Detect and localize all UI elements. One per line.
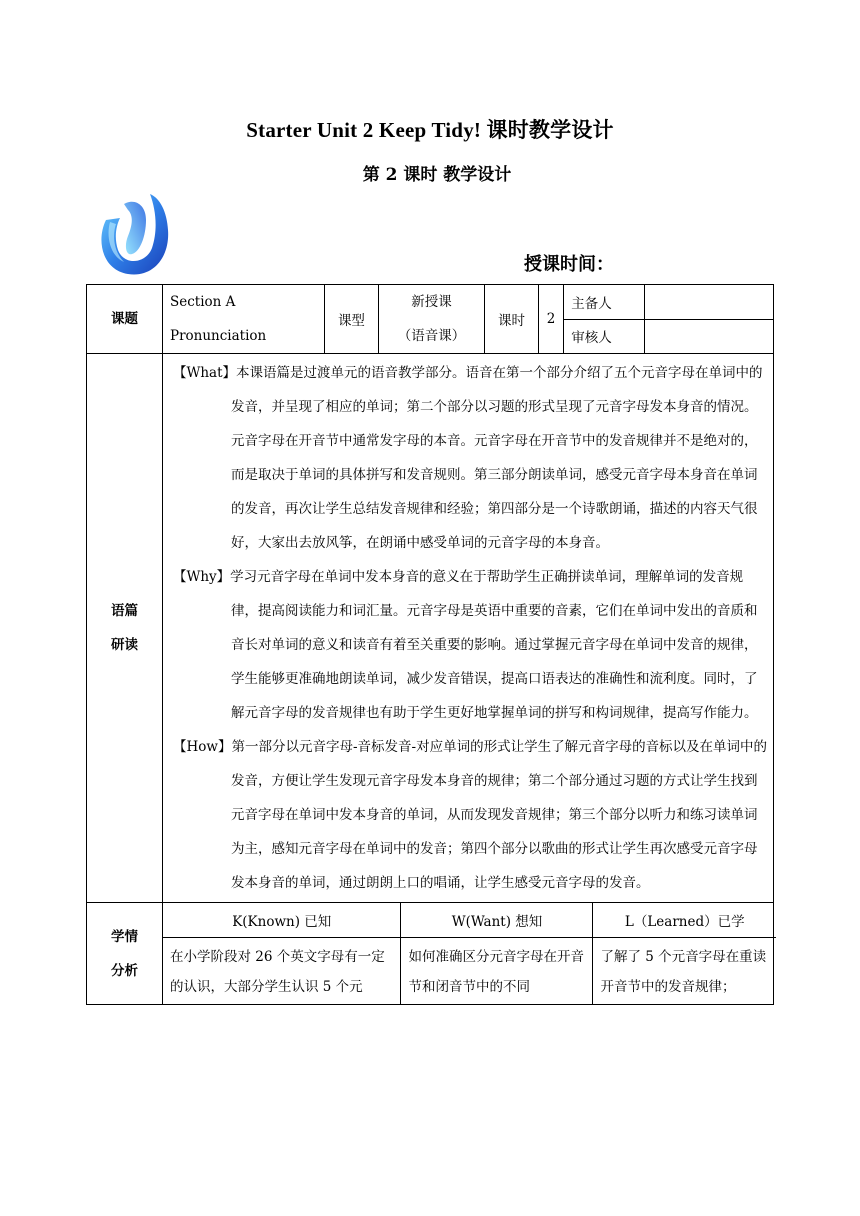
learner-analysis-label-2: 分析	[110, 962, 138, 979]
topic-label: 课题	[87, 285, 163, 354]
period-value: 2	[538, 285, 563, 354]
type-label: 课型	[325, 285, 379, 354]
why-paragraph: 【Why】学习元音字母在单词中发本身音的意义在于帮助学生正确拼读单词，理解单词的发音规律，提高阅读能力和词汇量。元音字母是英语中重要的音素，它们在单词中发出的音质和音长对单词的意义和读音有着至关重要的影响。通过掌握元音字母在单词中发音的规律，学生能够更准确地朗读单词，减少发音错误，提高口语表达的准确性和流利度。同时，了解元音字母的发音规律也有助于学生更好地掌握单词的拼写和构词规律，提高写作能力。	[172, 569, 758, 721]
reviewer-value	[645, 319, 774, 354]
what-paragraph: 【What】本课语篇是过渡单元的语音教学部分。语音在第一个部分介绍了五个元音字母在单词中的发音，并呈现了相应的单词；第二个部分以习题的形式呈现了元音字母发本身音的情况。元音字母在开音节中通常发字母的本音。元音字母在开音节中的发音规律并不是绝对的，而是取决于单词的具体拼写和发音规则。第三部分朗读单词，感受元音字母本身音在单词的发音，再次让学生总结发音规律和经验；第四部分是一个诗歌朗诵，描述的内容天气很好，大家出去放风筝，在朗诵中感受单词的元音字母的本身音。	[172, 365, 763, 551]
type-line-2: （语音课）	[397, 328, 466, 344]
topic-line-1: Section A	[169, 294, 236, 310]
type-value	[378, 285, 484, 354]
learned-header: L（Learned）已学	[593, 903, 776, 938]
class-time-label: 授课时间：	[524, 254, 614, 275]
document-title: Starter Unit 2 Keep Tidy! 课时教学设计	[246, 118, 614, 142]
kwl-table	[163, 903, 776, 1004]
period-label: 课时	[485, 285, 539, 354]
want-text: 如何准确区分元音字母在开音节和闭音节中的不同	[401, 938, 593, 1005]
text-analysis-label	[87, 354, 163, 903]
want-header: W(Want) 想知	[401, 903, 593, 938]
text-analysis-label-2: 研读	[110, 637, 138, 653]
how-paragraph: 【How】第一部分以元音字母-音标发音-对应单词的形式让学生了解元音字母的音标以及在单词中的发音，方便让学生发现元音字母发本身音的规律；第二个部分通过习题的方式让学生找到元音字母在单词中发本身音的单词，从而发现发音规律；第三个部分以听力和练习读单词为主，感知元音字母在单词中的发音；第四个部分以歌曲的形式让学生再次感受元音字母发本身音的单词，通过朗朗上口的唱诵，让学生感受元音字母的发音。	[172, 739, 768, 891]
known-text: 在小学阶段对 26 个英文字母有一定的认识，大部分学生认识 5 个元	[163, 938, 401, 1005]
topic-line-2: Pronunciation	[169, 328, 267, 344]
document-subtitle: 第 2 课时 教学设计	[362, 165, 512, 185]
text-analysis-content	[162, 354, 773, 903]
topic-value	[162, 285, 324, 354]
known-header: K(Known) 已知	[163, 903, 401, 938]
learner-analysis-label	[87, 903, 163, 1005]
learned-text: 了解了 5 个元音字母在重读开音节中的发音规律；	[600, 949, 767, 995]
logo-icon	[94, 190, 174, 278]
learner-analysis-label-1: 学情	[110, 928, 138, 945]
type-line-1: 新授课	[411, 294, 452, 310]
text-analysis-label-1: 语篇	[110, 603, 138, 619]
preparer-label: 主备人	[564, 285, 645, 320]
preparer-value	[645, 285, 774, 320]
lesson-plan-table	[86, 284, 774, 1005]
reviewer-label: 审核人	[564, 319, 645, 354]
kwl-container	[162, 903, 773, 1005]
